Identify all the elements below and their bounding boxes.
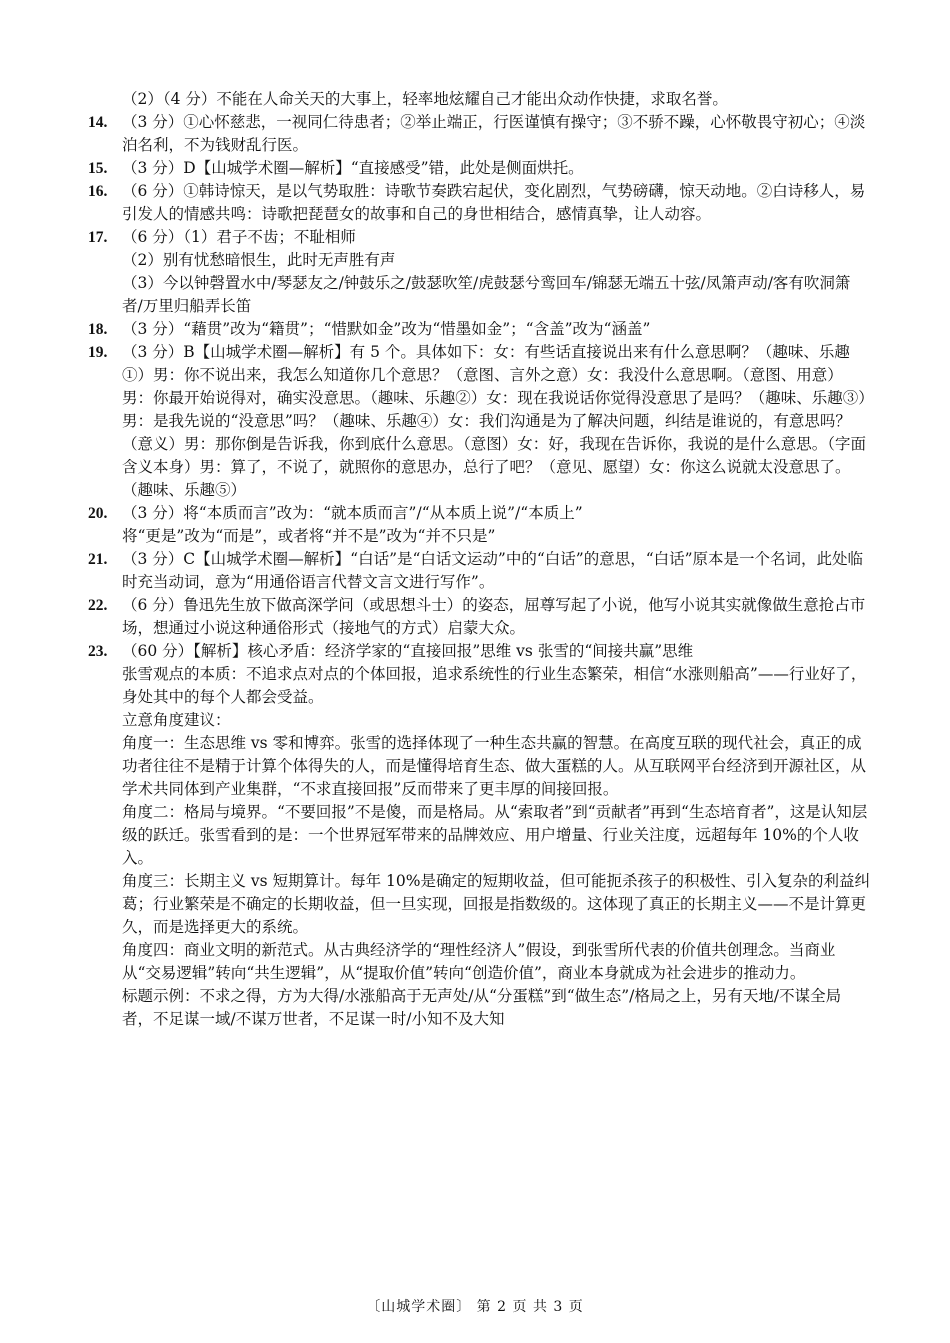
question-number: 16. [88, 183, 108, 200]
answer-item [88, 594, 870, 640]
answer-text: （6 分）鲁迅先生放下做高深学问（或思想斗士）的姿态，屈尊写起了小说，他写小说其实就像做生意抢占市场，想通过小说这种通俗形式（接地气的方式）启蒙大众。 [122, 596, 866, 637]
answer-text: （3 分）①心怀慈悲，一视同仁待患者；②举止端正，行医谨慎有操守；③不骄不躁，心怀敬畏守初心；④淡泊名利，不为钱财乱行医。 [122, 113, 866, 154]
intro-line: （2）（4 分）不能在人命关天的大事上，轻率地炫耀自己才能出众动作快捷，求取名誉。 [122, 90, 728, 108]
answer-item [88, 157, 870, 180]
answer-text: （2）别有忧愁暗恨生，此时无声胜有声 [122, 251, 396, 269]
question-number: 20. [88, 505, 108, 522]
answer-text: 张雪观点的本质：不追求点对点的个体回报，追求系统性的行业生态繁荣，相信“水涨则船高”——行业好了，身处其中的每个人都会受益。 [122, 665, 867, 706]
answer-item [88, 341, 870, 502]
answer-content [88, 88, 870, 1031]
question-number: 22. [88, 597, 108, 614]
answer-item [88, 180, 870, 226]
answer-text: 角度四：商业文明的新范式。从古典经济学的“理性经济人”假设，到张雪所代表的价值共创理念。当商业从“交易逻辑”转向“共生逻辑”，从“提取价值”转向“创造价值”，商业本身就成为社会进步的推动力。 [122, 941, 836, 982]
question-number: 15. [88, 160, 108, 177]
answer-text: （3 分）“藉贯”改为“籍贯”；“惜默如金”改为“惜墨如金”；“含盖”改为“涵盖” [122, 320, 651, 338]
answer-text: （3 分）C【山城学术圈—解析】“白话”是“白话文运动”中的“白话”的意思，“白话”原本是一个名词，此处临时充当动词，意为“用通俗语言代替文言文进行写作”。 [122, 550, 864, 591]
answer-text: （3 分）B【山城学术圈—解析】有 5 个。具体如下：女：有些话直接说出来有什么意思啊？（趣味、乐趣①）男：你不说出来，我怎么知道你几个意思？（意图、言外之意）女：我没什么意思啊。（意图、用意）男：你最开始说得对，确实没意思。（趣味、乐趣②）女：现在我说话你觉得没意思了是吗？（趣味、乐趣③）男：是我先说的“没意思”吗？（趣味、乐趣④）女：我们沟通是为了解决问题，纠结是谁说的，有意思吗？（意义）男：那你倒是告诉我，你到底什么意思。（意图）女：好，我现在告诉你，我说的是什么意思。（字面含义本身）男：算了，不说了，就照你的意思办，总行了吧？（意见、愿望）女：你这么说就太没意思了。（趣味、乐趣⑤） [122, 343, 867, 499]
answer-item [88, 111, 870, 157]
answer-text: 将“更是”改为“而是”，或者将“并不是”改为“并不只是” [122, 527, 496, 545]
answer-text: （3 分）将“本质而言”改为：“就本质而言”/“从本质上说”/“本质上” [122, 504, 583, 522]
answer-text: 标题示例：不求之得，方为大得/水涨船高于无声处/从“分蛋糕”到“做生态”/格局之上，另有天地/不谋全局者，不足谋一域/不谋万世者，不足谋一时/小知不及大知 [122, 987, 842, 1028]
answer-item [88, 548, 870, 594]
page-footer: 〔山城学术圈〕 第 2 页 共 3 页 [366, 1299, 584, 1315]
answer-item [88, 640, 870, 1031]
answer-text: （6 分）①韩诗惊天，是以气势取胜：诗歌节奏跌宕起伏，变化剧烈，气势磅礴，惊天动地。②白诗移人，易引发人的情感共鸣：诗歌把琵琶女的故事和自己的身世相结合，感情真挚，让人动容。 [122, 182, 866, 223]
question-number: 14. [88, 114, 108, 131]
answer-item [88, 502, 870, 548]
answer-text: 角度二：格局与境界。“不要回报”不是傻，而是格局。从“索取者”到“贡献者”再到“生态培育者”，这是认知层级的跃迁。张雪看到的是：一个世界冠军带来的品牌效应、用户增量、行业关注度，远超每年 10%的个人收入。 [122, 803, 868, 867]
question-number: 18. [88, 321, 108, 338]
answer-text: 立意角度建议： [122, 711, 231, 729]
answer-text: 角度三：长期主义 vs 短期算计。每年 10%是确定的短期收益，但可能扼杀孩子的积极性、引入复杂的利益纠葛；行业繁荣是不确定的长期收益，但一旦实现，回报是指数级的。这体现了真正的长期主义——不是计算更久，而是选择更大的系统。 [122, 872, 870, 936]
answer-text: （6 分）（1）君子不齿；不耻相师 [122, 228, 356, 246]
question-number: 19. [88, 344, 108, 361]
question-number: 17. [88, 229, 108, 246]
answer-text: 角度一：生态思维 vs 零和博弈。张雪的选择体现了一种生态共赢的智慧。在高度互联的现代社会，真正的成功者往往不是精于计算个体得失的人，而是懂得培育生态、做大蛋糕的人。从互联网平台经济到开源社区，从学术共同体到产业集群，“不求直接回报”反而带来了更丰厚的间接回报。 [122, 734, 867, 798]
answer-text: （3 分）D【山城学术圈—解析】“直接感受”错，此处是侧面烘托。 [122, 159, 584, 177]
answer-text: （60 分）【解析】核心矛盾：经济学家的“直接回报”思维 vs 张雪的“间接共赢”思维 [122, 642, 694, 660]
answer-item [88, 318, 870, 341]
answer-list [88, 111, 870, 1031]
question-number: 21. [88, 551, 108, 568]
question-number: 23. [88, 643, 108, 660]
answer-item [88, 226, 870, 318]
answer-text: （3）今以钟磬置水中/琴瑟友之/钟鼓乐之/鼓瑟吹笙/虎鼓瑟兮鸾回车/锦瑟无端五十弦/凤箫声动/客有吹洞箫者/万里归船弄长笛 [122, 274, 851, 315]
